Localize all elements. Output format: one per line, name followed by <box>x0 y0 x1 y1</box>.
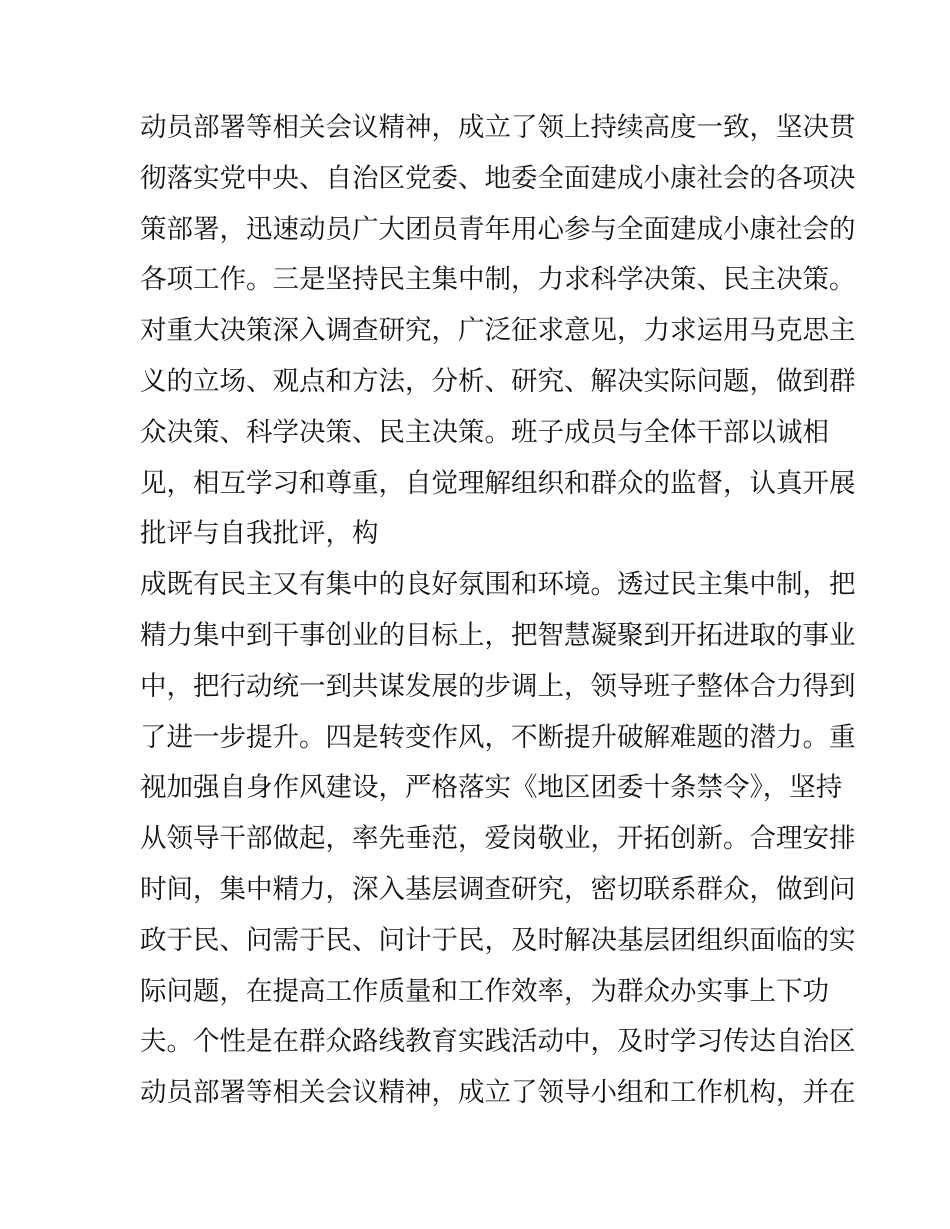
text-line: 各项工作。三是坚持民主集中制，力求科学决策、民主决策。 <box>140 264 856 296</box>
text-line: 见，相互学习和尊重，自觉理解组织和群众的监督，认真开展 <box>140 467 856 499</box>
text-line: 动员部署等相关会议精神，成立了领上持续高度一致，坚决贯 <box>140 112 856 143</box>
text-line: 了进一步提升。四是转变作风，不断提升破解难题的潜力。重 <box>140 721 856 753</box>
text-line: 批评与自我批评，构 <box>140 518 379 550</box>
text-line: 众决策、科学决策、民主决策。班子成员与全体干部以诚相 <box>140 416 829 448</box>
text-line: 精力集中到干事创业的目标上，把智慧凝聚到开拓进取的事业 <box>140 619 856 651</box>
text-line: 成既有民主又有集中的良好氛围和环境。透过民主集中制，把 <box>140 569 856 601</box>
text-line: 视加强自身作风建设，严格落实《地区团委十条禁令》，坚持 <box>140 772 843 804</box>
text-line: 从领导干部做起，率先垂范，爱岗敬业，开拓创新。合理安排 <box>140 823 856 855</box>
text-line: 彻落实党中央、自治区党委、地委全面建成小康社会的各项决 <box>140 162 856 194</box>
text-line: 中，把行动统一到共谋发展的步调上，领导班子整体合力得到 <box>140 670 856 702</box>
text-line: 政于民、问需于民、问计于民，及时解决基层团组织面临的实 <box>140 924 856 956</box>
text-line: 对重大决策深入调查研究，广泛征求意见，力求运用马克思主 <box>140 315 856 347</box>
text-line: 策部署，迅速动员广大团员青年用心参与全面建成小康社会的 <box>140 213 856 245</box>
text-line: 时间，集中精力，深入基层调查研究，密切联系群众，做到问 <box>140 873 856 905</box>
text-line: 际问题，在提高工作质量和工作效率，为群众办实事上下功 <box>140 975 829 1007</box>
text-line: 夫。个性是在群众路线教育实践活动中，及时学习传达自治区 <box>140 1026 856 1058</box>
body-text <box>140 103 856 1119</box>
text-line: 义的立场、观点和方法，分析、研究、解决实际问题，做到群 <box>140 365 856 397</box>
text-line: 动员部署等相关会议精神，成立了领导小组和工作机构，并在 <box>140 1077 856 1109</box>
